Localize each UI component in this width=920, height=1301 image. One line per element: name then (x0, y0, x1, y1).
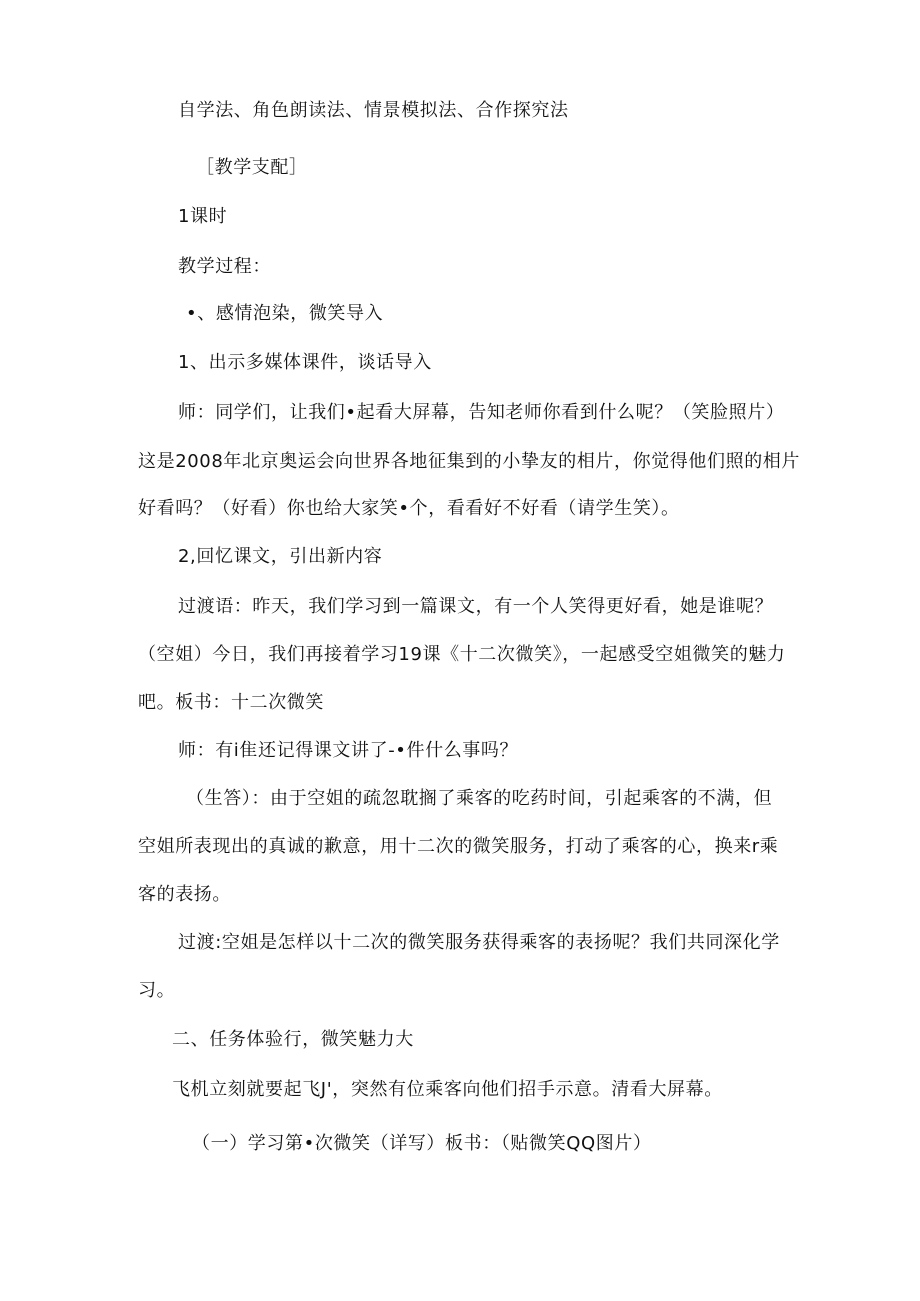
paragraph-line: （空姐）今日，我们再接着学习19课《十二次微笑》，一起感受空姐微笑的魅力 (138, 644, 786, 665)
teaching-process-heading: 教学过程： (178, 256, 271, 277)
paragraph-line: 过渡:空姐是怎样以十二次的微笑服务获得乘客的表扬呢？我们共同深化学 (178, 932, 780, 953)
paragraph-line: 过渡语：昨天，我们学习到一篇课文，有一个人笑得更好看，她是谁呢？ (178, 596, 774, 617)
paragraph-line: 飞机立刻就要起飞J'，突然有位乘客向他们招手示意。清看大屏幕。 (172, 1079, 723, 1100)
paragraph-line: 好看吗？（好看）你也给大家笑•个，看看好不好看（请学生笑）。 (138, 498, 680, 519)
teaching-methods-line: 自学法、角色朗读法、情景模拟法、合作探究法 (178, 100, 569, 121)
paragraph-line: 这是2008年北京奥运会向世界各地征集到的小挚友的相片，你觉得他们照的相片 (138, 451, 801, 472)
paragraph-line: 师：同学们，让我们•起看大屏幕，告知老师你看到什么呢？（笑脸照片） (178, 402, 785, 423)
section-one-heading: •、感情泡染，微笑导入 (186, 303, 384, 324)
step-one-heading: 1、出示多媒体课件，谈话导入 (178, 352, 432, 373)
paragraph-line: 习。 (138, 980, 176, 1001)
paragraph-line: 吧。板书：十二次微笑 (138, 692, 324, 713)
paragraph-line: 空姐所表现出的真诚的歉意，用十二次的微笑服务，打动了乘客的心，换来r乘 (138, 836, 779, 857)
step-two-heading: 2,回忆课文，引出新内容 (178, 546, 383, 567)
paragraph-line: 客的表扬。 (138, 884, 231, 905)
class-hours-line: 1课时 (178, 206, 228, 227)
teaching-arrangement-heading: ［教学支配］ (196, 157, 308, 178)
paragraph-line: 师：有i隹还记得课文讲了-•件什么事吗？ (178, 740, 519, 761)
paragraph-line: （生答）：由于空姐的疏忽耽搁了乘客的吃药时间，引起乘客的不满，但 (186, 788, 773, 809)
section-two-heading: 二、任务体验行，微笑魅力大 (172, 1029, 414, 1050)
subsection-heading: （一）学习第•次微笑（详写）板书：（贴微笑QQ图片） (192, 1133, 652, 1154)
